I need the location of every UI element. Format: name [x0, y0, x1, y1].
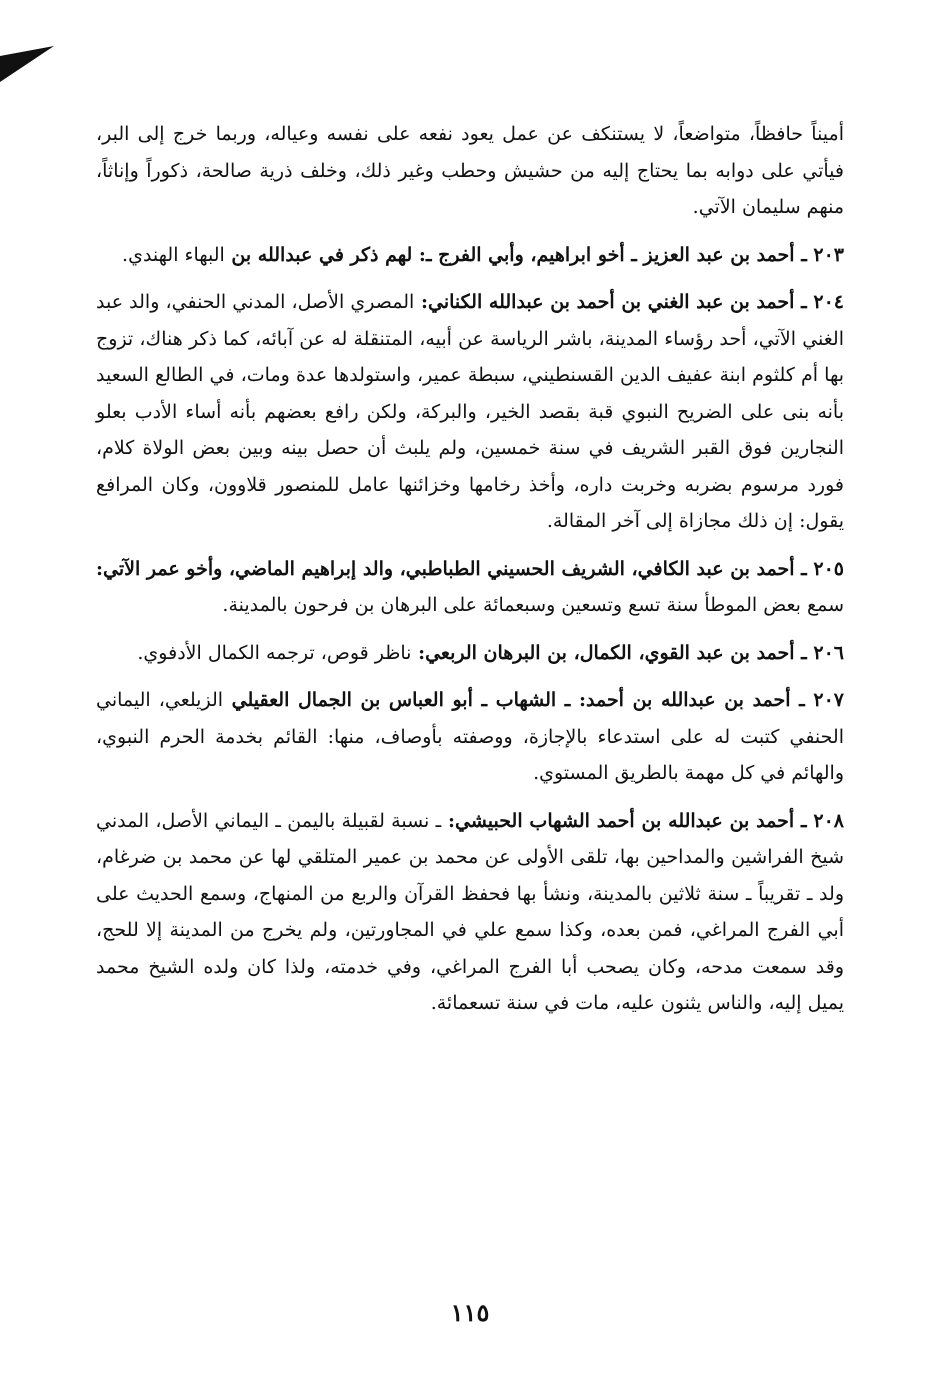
entry-heading: ٢٠٧ ـ أحمد بن عبدالله بن أحمد: ـ الشهاب ـ أبو العباس بن الجمال العقيلي [223, 689, 844, 711]
entry-heading: ٢٠٤ ـ أحمد بن عبد الغني بن أحمد بن عبدالله الكناني: [414, 291, 844, 313]
entry-208 [96, 803, 844, 1022]
page-body [96, 116, 844, 1033]
entry-heading: ٢٠٣ ـ أحمد بن عبد العزيز ـ أخو ابراهيم، وأبي الفرج ـ: لهم ذكر في عبدالله بن [224, 243, 844, 266]
entry-text: ـ نسبة لقبيلة باليمن ـ اليماني الأصل، المدني شيخ الفراشين والمداحين بها، تلقى الأولى عن محمد بن عمير المتلقي لها عن محمد بن ضرغام، ولد ـ تقريباً ـ سنة ثلاثين بالمدينة، ونشأ بها فحفظ القرآن والربع من المنهاج، وسمع الحديث على أبي الفرج المراغي، فمن بعده، وكذا سمع علي في المجاورتين، ولم يخرج من المدينة إلا للحج، وقد سمعت مدحه، وكان يصحب أبا الفرج المراغي، وفي خدمته، ولذا كان ولده الشيخ محمد يميل إليه، والناس يثنون عليه، مات في سنة تسعمائة. [96, 809, 844, 1014]
entry-207 [96, 682, 844, 792]
entry-text: الزيلعي، اليماني الحنفي كتبت له على استدعاء بالإجازة، ووصفته بأوصاف، منها: القائم بخدمة الحرم النبوي، والهائم في كل مهمة بالطريق المستوي. [96, 689, 844, 784]
entry-text: البهاء الهندي. [122, 243, 225, 266]
entry-heading: ٢٠٦ ـ أحمد بن عبد القوي، الكمال، بن البرهان الربعي: [411, 641, 844, 664]
entry-text: المصري الأصل، المدني الحنفي، والد عبد الغني الآتي، أحد رؤساء المدينة، باشر الرياسة عن أبيه، المتنقلة له عن آبائه، كما ذكر هناك، تزوج بها أم كلثوم ابنة عفيف الدين القسنطيني، سبطة عمير، واستولدها عدة ومات، في الطالع السعيد بأنه بنى على الضريح النبوي قبة بقصد الخير، والبركة، ولكن رافع بعضهم بأنه أساء الأدب بعلو النجارين فوق القبر الشريف في سنة خمسين، ولم يلبث أن حصل بينه وبين بعض الولاة كلام، فورد مرسوم بضربه وخربت داره، وأخذ رخامها وخزائنها عامل للمنصور قلاوون، وكان المرافع يقول: إن ذلك مجازاة إلى آخر المقالة. [96, 291, 844, 532]
entry-204 [96, 284, 844, 540]
entry-203 [96, 237, 844, 274]
entry-heading: ٢٠٨ ـ أحمد بن عبدالله بن أحمد الشهاب الحبيشي: [441, 809, 845, 832]
entry-text: ناظر قوص، ترجمه الكمال الأدفوي. [137, 641, 412, 664]
corner-triangle-icon [0, 42, 56, 86]
entry-text: سمع بعض الموطأ سنة تسع وتسعين وسبعمائة على البرهان بن فرحون بالمدينة. [222, 594, 844, 616]
paragraph-continuation [96, 116, 844, 226]
page-number: ١١٥ [450, 1298, 490, 1327]
entry-text: أميناً حافظاً، متواضعاً، لا يستنكف عن عمل يعود نفعه على نفسه وعياله، وربما خرج إلى البر، فيأتي على دوابه بما يحتاج إليه من حشيش وحطب وغير ذلك، وخلف ذرية صالحة، ذكوراً وإناثاً، منهم سليمان الآتي. [96, 123, 844, 218]
entry-205 [96, 551, 844, 624]
entry-heading: ٢٠٥ ـ أحمد بن عبد الكافي، الشريف الحسيني الطباطبي، والد إبراهيم الماضي، وأخو عمر الآتي: [96, 557, 844, 580]
entry-206 [96, 635, 844, 672]
